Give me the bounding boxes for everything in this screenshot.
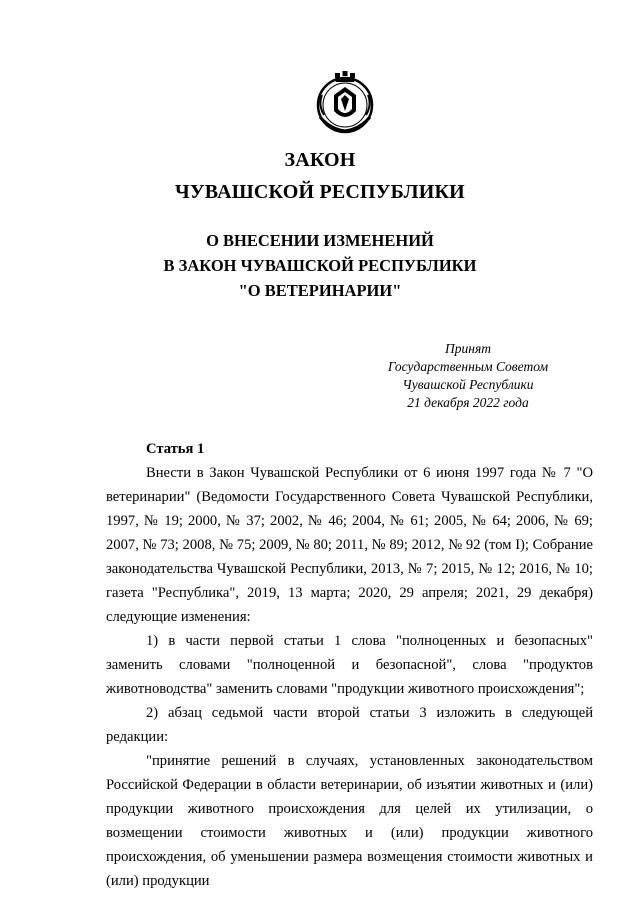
article-paragraph: 1) в части первой статьи 1 слова "полноценных и безопасных" заменить словами "полноценной и безопасной", слова "продуктов животноводства" заменить словами "продукции животного происхождения"; bbox=[106, 633, 593, 697]
adoption-line: Принят bbox=[445, 341, 491, 356]
article-body bbox=[106, 437, 593, 893]
law-title: ЗАКОН bbox=[284, 149, 356, 171]
article-heading: Статья 1 bbox=[146, 441, 205, 457]
subtitle-line: В ЗАКОН ЧУВАШСКОЙ РЕСПУБЛИКИ bbox=[163, 256, 477, 275]
article-paragraph: 2) абзац седьмой части второй статьи 3 изложить в следующей редакции: bbox=[106, 705, 593, 745]
adoption-line: Государственным Советом bbox=[387, 359, 549, 374]
article-paragraph: Внести в Закон Чувашской Республики от 6 июня 1997 года № 7 "О ветеринарии" (Ведомости Государственного Совета Чувашской Республики, 1997, № 19; 2000, № 37; 2002, № 46; 2004, № 61; 2005, № 64; 2006, № 69; 2007, № 73; 2008, № 75; 2009, № 80; 2011, № 89; 2012, № 92 (том I); Собрание законодательства Чувашской Республики, 2013, № 7; 2015, № 12; 2016, № 10; газета "Республика", 2019, 13 марта; 2020, 29 апреля; 2021, 29 декабря) следующие изменения: bbox=[106, 465, 593, 625]
chuvash-emblem-icon bbox=[308, 65, 382, 139]
subtitle-line: О ВНЕСЕНИИ ИЗМЕНЕНИЙ bbox=[206, 231, 434, 250]
adoption-line: Чувашской Республики bbox=[402, 377, 534, 392]
article-paragraph: "принятие решений в случаях, установленных законодательством Российской Федерации в области ветеринарии, об изъятии животных и (или) продукции животного происхождения для целей их утилизации, о возмещении стоимости животных и (или) продукции животного происхождения, об уменьшении размера возмещения стоимости животных и (или) продукции bbox=[106, 753, 593, 889]
law-subtitle bbox=[0, 228, 640, 303]
subtitle-line: "О ВЕТЕРИНАРИИ" bbox=[238, 281, 402, 300]
republic-title: ЧУВАШСКОЙ РЕСПУБЛИКИ bbox=[175, 181, 465, 203]
adoption-date: 21 декабря 2022 года bbox=[407, 395, 529, 410]
adoption-note bbox=[358, 340, 578, 412]
